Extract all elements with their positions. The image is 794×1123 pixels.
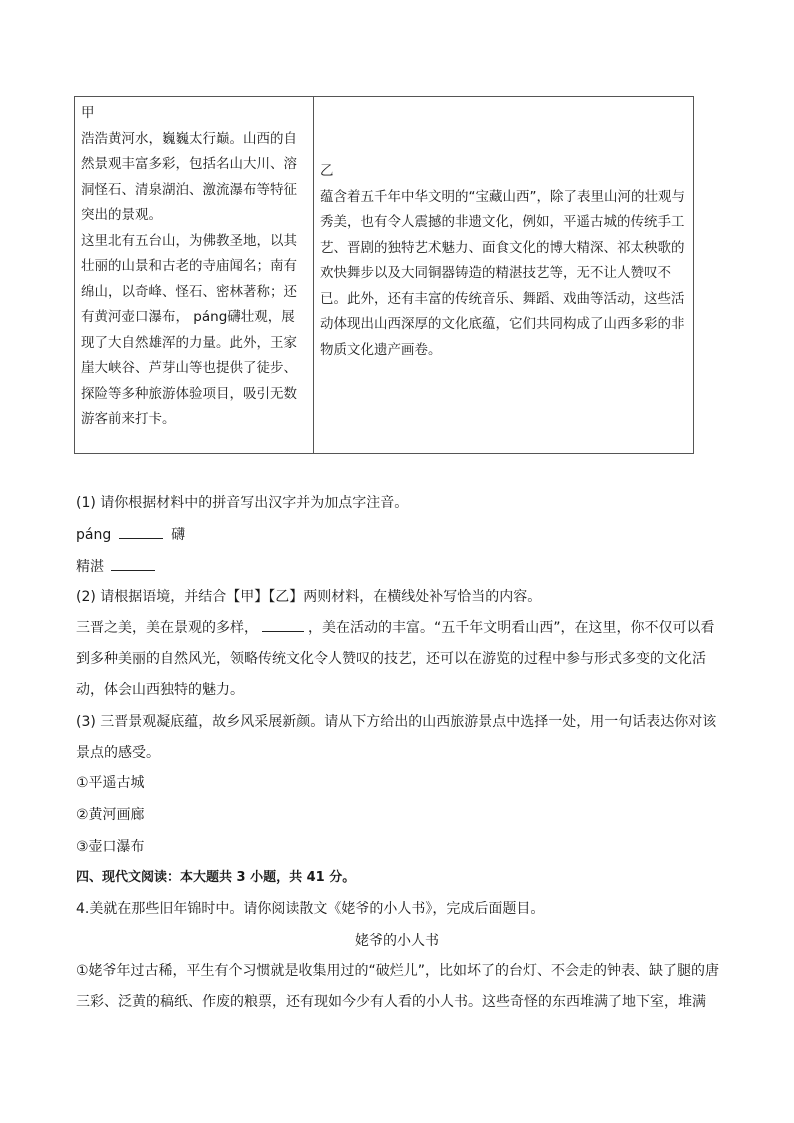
- q1-item-1-pinyin: páng: [76, 527, 112, 543]
- essay-para-1-block: [76, 956, 724, 1018]
- q3-option-2: ②黄河画廊: [76, 807, 145, 823]
- material-jia-para-1: 浩浩黄河水，巍巍太行巅。山西的自然景观丰富多彩，包括名山大川、溶洞怪石、清泉湖泊、激流瀑布等特征突出的景观。: [81, 130, 297, 223]
- q3-prompt-block: [76, 707, 724, 769]
- q3-option-1: ①平遥古城: [76, 775, 145, 791]
- q1-item-2-blank[interactable]: [111, 556, 155, 571]
- section-4-intro: 4.美就在那些旧年锦时中。请你阅读散文《姥爷的小人书》，完成后面题目。: [76, 901, 545, 917]
- q1-item-1-char: 礴: [171, 527, 186, 543]
- material-jia-cell: [75, 97, 314, 453]
- section-4-heading: 四、现代文阅读：本大题共 3 小题，共 41 分。: [76, 870, 356, 885]
- q2-blank[interactable]: [262, 617, 304, 632]
- q2-prompt: (2) 请根据语境，并结合【甲】【乙】两则材料，在横线处补写恰当的内容。: [76, 589, 542, 605]
- q1-item-1: [76, 524, 185, 545]
- essay-title: 姥爷的小人书: [355, 933, 439, 949]
- material-yi-heading: 乙: [320, 163, 334, 179]
- q1-item-1-blank[interactable]: [119, 524, 163, 539]
- essay-para-1: ①姥爷年过古稀，平生有个习惯就是收集用过的“破烂儿”，比如坏了的台灯、不会走的钟表、缺了腿的唐三彩、泛黄的稿纸、作废的粮票，还有现如今少有人看的小人书。这些奇怪的东西堆满了地下室，堆满: [76, 963, 720, 1010]
- material-jia-heading: 甲: [81, 105, 95, 121]
- q2-text-b: ，美在活动的丰富。“五千年文明看山西”，在这里，你不仅可以看到多种美丽的自然风光，领略传统文化令人赞叹的技艺，还可以在游览的过程中参与形式多变的文化活动，体会山西独特的魅力。: [76, 620, 715, 698]
- material-jia-para-2: 这里北有五台山，为佛教圣地，以其壮丽的山景和古老的寺庙闻名；南有绵山，以奇峰、怪石、密林著称；还有黄河壶口瀑布， páng礴壮观，展现了大自然雄浑的力量。此外，王家崖大峡谷、芦芽山等也提供了徒步、探险等多种旅游体验项目，吸引无数游客前来打卡。: [81, 232, 297, 427]
- q1-item-2: [76, 556, 155, 577]
- q3-prompt: (3) 三晋景观凝底蕴，故乡风采展新颜。请从下方给出的山西旅游景点中选择一处，用一句话表达你对该景点的感受。: [76, 714, 717, 761]
- q2-passage: [76, 613, 724, 706]
- material-yi-cell: [314, 97, 693, 453]
- q1-prompt: (1) 请你根据材料中的拼音写出汉字并为加点字注音。: [76, 495, 409, 511]
- q1-item-2-word: 精湛: [76, 559, 104, 575]
- material-table: [74, 96, 694, 454]
- q2-text-a: 三晋之美，美在景观的多样，: [76, 620, 258, 636]
- material-yi-para-1: 蕴含着五千年中华文明的“宝藏山西”，除了表里山河的壮观与秀美，也有令人震撼的非遗文化，例如，平遥古城的传统手工艺、晋剧的独特艺术魅力、面食文化的博大精深、祁太秧歌的欢快舞步以及大同铜器铸造的精湛技艺等，无不让人赞叹不已。此外，还有丰富的传统音乐、舞蹈、戏曲等活动，这些活动体现出山西深厚的文化底蕴，它们共同构成了山西多彩的非物质文化遗产画卷。: [320, 188, 685, 358]
- q3-option-3: ③壶口瀑布: [76, 839, 145, 855]
